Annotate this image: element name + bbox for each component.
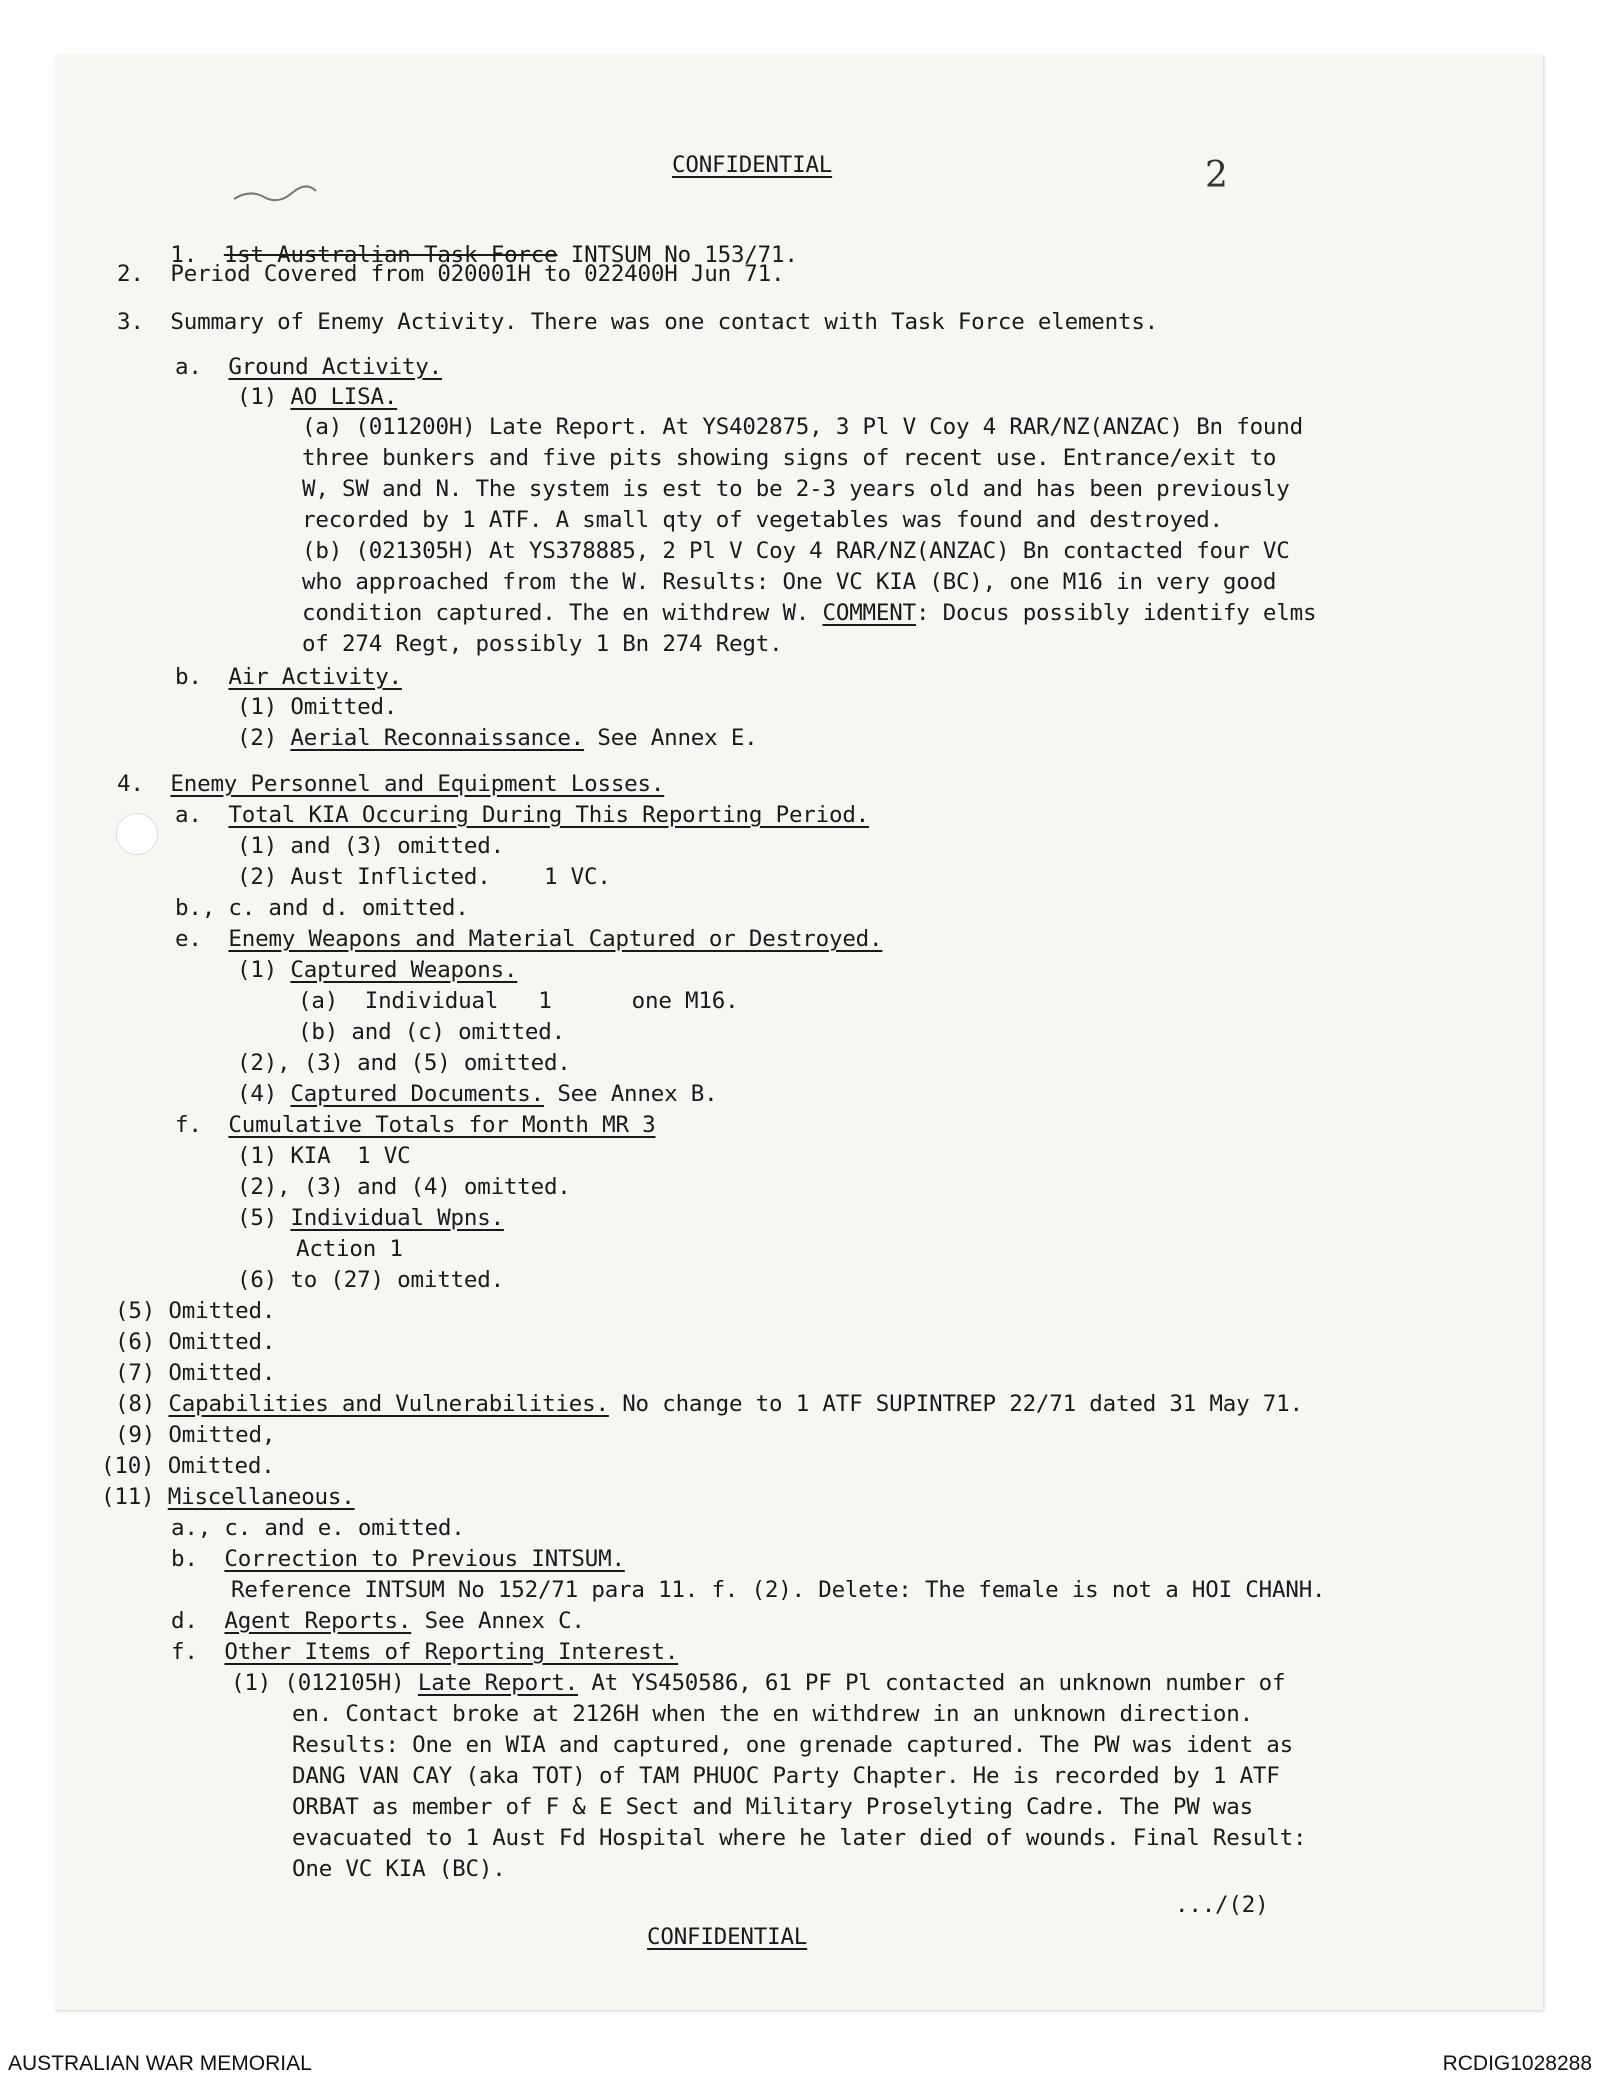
footer-left: AUSTRALIAN WAR MEMORIAL bbox=[8, 2052, 312, 2075]
item-number: (8) bbox=[115, 1391, 156, 1417]
item-number: (5) bbox=[237, 1205, 278, 1231]
text-segment: : Docus possibly identify elms bbox=[915, 600, 1317, 626]
item-letter: e. bbox=[175, 926, 202, 952]
item-text: See Annex B. bbox=[543, 1081, 718, 1107]
item-number: (5) bbox=[115, 1298, 156, 1324]
item-4e235: (2), (3) and (5) omitted. bbox=[237, 1050, 571, 1076]
section-heading: Agent Reports. bbox=[224, 1608, 412, 1634]
item-text: See Annex E. bbox=[584, 725, 758, 751]
item-2 bbox=[117, 260, 784, 288]
item-4bcd: b., c. and d. omitted. bbox=[175, 895, 469, 921]
para-line: ORBAT as member of F & E Sect and Military Proselyting Cadre. The PW was bbox=[292, 1794, 1253, 1820]
footer-right: RCDIG1028288 bbox=[1442, 2052, 1592, 2075]
item-letter: a. bbox=[175, 802, 202, 828]
section-heading: Total KIA Occuring During This Reporting Period. bbox=[228, 802, 870, 828]
section-heading: Correction to Previous INTSUM. bbox=[224, 1546, 625, 1572]
item-number: (1) bbox=[237, 957, 278, 983]
section-heading: Miscellaneous. bbox=[167, 1484, 355, 1510]
para-line: of 274 Regt, possibly 1 Bn 274 Regt. bbox=[302, 631, 783, 657]
para-line: DANG VAN CAY (aka TOT) of TAM PHUOC Party Chapter. He is recorded by 1 ATF bbox=[292, 1763, 1280, 1789]
handwritten-page-number: 2 bbox=[1205, 155, 1228, 196]
text-segment: condition captured. The en withdrew W. bbox=[302, 600, 823, 626]
item-7 bbox=[115, 1359, 275, 1387]
item-letter: b. bbox=[175, 664, 202, 690]
item-number: (10) bbox=[101, 1453, 155, 1479]
item-4f bbox=[175, 1111, 655, 1139]
section-heading: Captured Weapons. bbox=[290, 957, 518, 983]
para-line: en. Contact broke at 2126H when the en withdrew in an unknown direction. bbox=[292, 1701, 1253, 1727]
item-4a2: (2) Aust Inflicted. 1 VC. bbox=[237, 864, 611, 890]
item-number: 4. bbox=[117, 771, 144, 797]
item-5 bbox=[115, 1297, 275, 1325]
item-number: 3. bbox=[117, 309, 144, 335]
item-number: (2) bbox=[237, 725, 278, 751]
para-line bbox=[302, 599, 1316, 627]
item-number: (9) bbox=[115, 1422, 156, 1448]
item-4e1b: (b) and (c) omitted. bbox=[298, 1019, 565, 1045]
para-line: (a) (011200H) Late Report. At YS402875, 3 Pl V Coy 4 RAR/NZ(ANZAC) Bn found bbox=[302, 414, 1303, 440]
section-heading: Other Items of Reporting Interest. bbox=[224, 1639, 679, 1665]
item-10 bbox=[101, 1452, 275, 1480]
item-letter: b. bbox=[171, 1546, 198, 1572]
item-3 bbox=[117, 308, 1158, 336]
continued-marker: .../(2) bbox=[1175, 1892, 1269, 1918]
item-text: At YS450586, 61 PF Pl contacted an unknown number of bbox=[578, 1670, 1286, 1696]
item-4a1: (1) and (3) omitted. bbox=[237, 833, 504, 859]
item-8 bbox=[115, 1390, 1303, 1418]
section-heading: Aerial Reconnaissance. bbox=[290, 725, 585, 751]
item-3b2 bbox=[237, 724, 758, 752]
para-line: three bunkers and five pits showing signs of recent use. Entrance/exit to bbox=[302, 445, 1277, 471]
item-11f bbox=[171, 1638, 678, 1666]
section-heading: AO LISA. bbox=[290, 384, 398, 410]
para-line: who approached from the W. Results: One VC KIA (BC), one M16 in very good bbox=[302, 569, 1277, 595]
item-letter: a. bbox=[175, 354, 202, 380]
item-3a bbox=[175, 353, 442, 381]
header-classification: CONFIDENTIAL bbox=[672, 152, 833, 178]
section-heading: Enemy Weapons and Material Captured or Destroyed. bbox=[228, 926, 883, 952]
item-letter: d. bbox=[171, 1608, 198, 1634]
item-number: (1) bbox=[237, 384, 278, 410]
para-line: W, SW and N. The system is est to be 2-3 years old and has been previously bbox=[302, 476, 1290, 502]
item-9 bbox=[115, 1421, 275, 1449]
item-4a bbox=[175, 801, 869, 829]
item-4e1a: (a) Individual 1 one M16. bbox=[298, 988, 739, 1014]
item-text: INTSUM No 153/71. bbox=[557, 242, 798, 268]
item-11ace: a., c. and e. omitted. bbox=[171, 1515, 465, 1541]
para-line: recorded by 1 ATF. A small qty of vegetables was found and destroyed. bbox=[302, 507, 1223, 533]
item-6 bbox=[115, 1328, 275, 1356]
item-text: Summary of Enemy Activity. There was one contact with Task Force elements. bbox=[170, 309, 1159, 335]
item-text: No change to 1 ATF SUPINTREP 22/71 dated 31 May 71. bbox=[608, 1391, 1303, 1417]
item-text: Omitted. bbox=[168, 1329, 276, 1355]
item-text: Omitted. bbox=[167, 1453, 275, 1479]
item-number: (11) bbox=[101, 1484, 155, 1510]
archive-footer bbox=[0, 2046, 1608, 2082]
footer-classification: CONFIDENTIAL bbox=[647, 1924, 808, 1950]
para-line: (b) (021305H) At YS378885, 2 Pl V Coy 4 RAR/NZ(ANZAC) Bn contacted four VC bbox=[302, 538, 1290, 564]
section-heading: Ground Activity. bbox=[228, 354, 442, 380]
section-heading: Capabilities and Vulnerabilities. bbox=[168, 1391, 609, 1417]
item-number: 1. bbox=[170, 242, 198, 268]
item-text: Period Covered from 020001H to 022400H Jun 71. bbox=[170, 261, 785, 287]
section-heading: Individual Wpns. bbox=[290, 1205, 504, 1231]
item-4f1: (1) KIA 1 VC bbox=[237, 1143, 411, 1169]
item-number: (1) (012105H) bbox=[231, 1670, 418, 1696]
item-text: Omitted. bbox=[168, 1298, 276, 1324]
item-number: 2. bbox=[117, 261, 144, 287]
comment-label: COMMENT bbox=[822, 600, 916, 626]
punch-hole bbox=[116, 813, 158, 855]
item-number: (6) bbox=[115, 1329, 156, 1355]
item-text: Omitted. bbox=[168, 1360, 276, 1386]
para-line: evacuated to 1 Aust Fd Hospital where he later died of wounds. Final Result: bbox=[292, 1825, 1307, 1851]
item-3b bbox=[175, 663, 402, 691]
item-11d bbox=[171, 1607, 585, 1635]
item-4f5-action: Action 1 bbox=[296, 1236, 403, 1262]
item-4f234: (2), (3) and (4) omitted. bbox=[237, 1174, 571, 1200]
item-4f5 bbox=[237, 1204, 504, 1232]
struck-text: 1st Australian Task Force bbox=[223, 242, 558, 268]
item-letter: f. bbox=[171, 1639, 198, 1665]
item-number: (4) bbox=[237, 1081, 278, 1107]
handwritten-mark bbox=[230, 181, 320, 211]
item-text: Omitted, bbox=[168, 1422, 276, 1448]
item-4 bbox=[117, 770, 664, 798]
section-heading: Late Report. bbox=[417, 1670, 579, 1696]
item-letter: f. bbox=[175, 1112, 202, 1138]
item-4e1 bbox=[237, 956, 517, 984]
item-11 bbox=[101, 1483, 355, 1511]
para-line: Results: One en WIA and captured, one grenade captured. The PW was ident as bbox=[292, 1732, 1293, 1758]
section-heading: Cumulative Totals for Month MR 3 bbox=[228, 1112, 656, 1138]
item-number: (7) bbox=[115, 1360, 156, 1386]
section-heading: Captured Documents. bbox=[290, 1081, 544, 1107]
item-4f6: (6) to (27) omitted. bbox=[237, 1267, 504, 1293]
item-11f1 bbox=[231, 1669, 1285, 1697]
item-3a1 bbox=[237, 383, 397, 411]
section-heading: Enemy Personnel and Equipment Losses. bbox=[170, 771, 665, 797]
item-11b-ref: Reference INTSUM No 152/71 para 11. f. (2). Delete: The female is not a HOI CHANH. bbox=[231, 1577, 1326, 1603]
item-text: See Annex C. bbox=[411, 1608, 585, 1634]
item-4e4 bbox=[237, 1080, 717, 1108]
item-3b1: (1) Omitted. bbox=[237, 694, 398, 720]
item-4e bbox=[175, 925, 882, 953]
document-page bbox=[55, 55, 1543, 2010]
item-11b bbox=[171, 1545, 625, 1573]
section-heading: Air Activity. bbox=[228, 664, 402, 690]
para-line: One VC KIA (BC). bbox=[292, 1856, 506, 1882]
